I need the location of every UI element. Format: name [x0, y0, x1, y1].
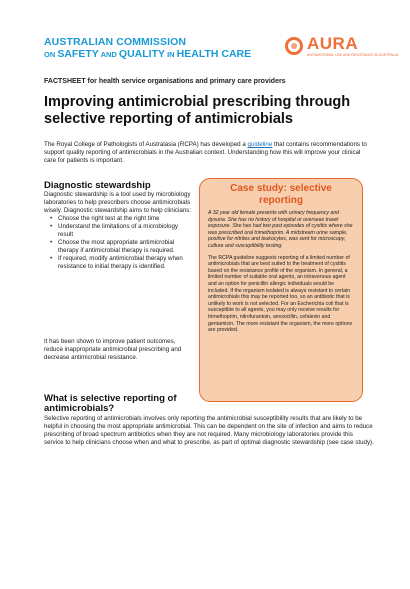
stewardship-outcomes-paragraph: It has been shown to improve patient outcomes, reduce inappropriate antimicrobial prescribing and decrease antimicrobial resistance. — [44, 338, 182, 361]
case-study-scenario: A 32 year old female presents with urinary frequency and dysuria. She has no history of hospital or overseas travel exposure. She has had two past episodes of cystitis where she was prescribed oral trimethoprim. A midstream urine sample, positive for nitrites and leukocytes, was sent for microscopy, culture and susceptibility testing. — [208, 210, 353, 249]
aura-logo — [285, 34, 399, 60]
list-item: • If required, modify antimicrobial therapy when resistance to initial therapy is identified. — [58, 255, 192, 271]
list-item: • Understand the limitations of a microbiology result — [58, 223, 192, 239]
selective-reporting-heading: What is selective reporting of antimicrobials? — [44, 393, 177, 414]
list-item: • Choose the most appropriate antimicrobial therapy if antimicrobial therapy is required. — [58, 239, 192, 255]
intro-paragraph: The Royal College of Pathologists of Australasia (RCPA) has developed a guideline that contains recommendations to support quality reporting of antimicrobials in the Australian context. Understanding how this will improve your clinical care for patients is important. — [44, 141, 367, 164]
guideline-link[interactable]: guideline — [247, 141, 273, 148]
case-study-title: Case study: selective reporting — [230, 183, 332, 206]
diagnostic-stewardship-heading: Diagnostic stewardship — [44, 180, 151, 191]
aura-logo-text: AURA — [307, 34, 359, 53]
case-study-body: The RCPA guideline suggests reporting of a limited number of antimicrobials that are best suited to the treatment of cystitis based on the resistance profile of the organism. In general, a limited number of suitable oral agents, an intravenous agent and an option for penicillin allergic individuals would be included. If the organism isolated is always resistant to certain antimicrobials this may be reported too, so an antibiotic that is unlikely to work is not selected. For an Escherichia coli that is susceptible to all agents, you may only receive results for trimethoprim, nitrofurantoin, amoxicillin, cefalexin and gentamicin. The more resistant the organism, the more options are provided. — [208, 254, 353, 334]
factsheet-label: FACTSHEET for health service organisations and primary care providers — [44, 78, 286, 85]
acsqhc-logo-line1: AUSTRALIAN COMMISSION — [44, 36, 187, 48]
selective-reporting-paragraph: Selective reporting of antimicrobials involves only reporting the antimicrobial susceptibility results that are likely to be helpful in choosing the most appropriate antimicrobial. This can be dependent on the site of infection and aims to reduce prescribing of broad spectrum antibiotics when they are not required. Many microbiology laboratories provide this service to help clinicians choose when and what to prescribe, as part of optimal diagnostic stewardship (see case study). — [44, 415, 374, 446]
stewardship-paragraph: Diagnostic stewardship is a tool used by microbiology laboratories to help prescribers choose antimicrobials wisely. Diagnostic stewardship aims to help clinicians: — [44, 191, 192, 214]
aura-ring-icon — [285, 37, 303, 55]
page-title: Improving antimicrobial prescribing through selective reporting of antimicrobials — [44, 94, 351, 127]
case-study-box — [199, 178, 363, 402]
acsqhc-logo-line2: ON SAFETY AND QUALITY IN HEALTH CARE — [44, 48, 252, 60]
stewardship-bullet-list — [44, 215, 192, 271]
aura-logo-subtitle: ANTIMICROBIAL USE AND RESISTANCE IN AUSTRALIA — [307, 53, 399, 57]
acsqhc-logo — [44, 36, 264, 61]
list-item: • Choose the right test at the right time — [58, 215, 192, 223]
diagnostic-stewardship-section — [44, 181, 192, 271]
